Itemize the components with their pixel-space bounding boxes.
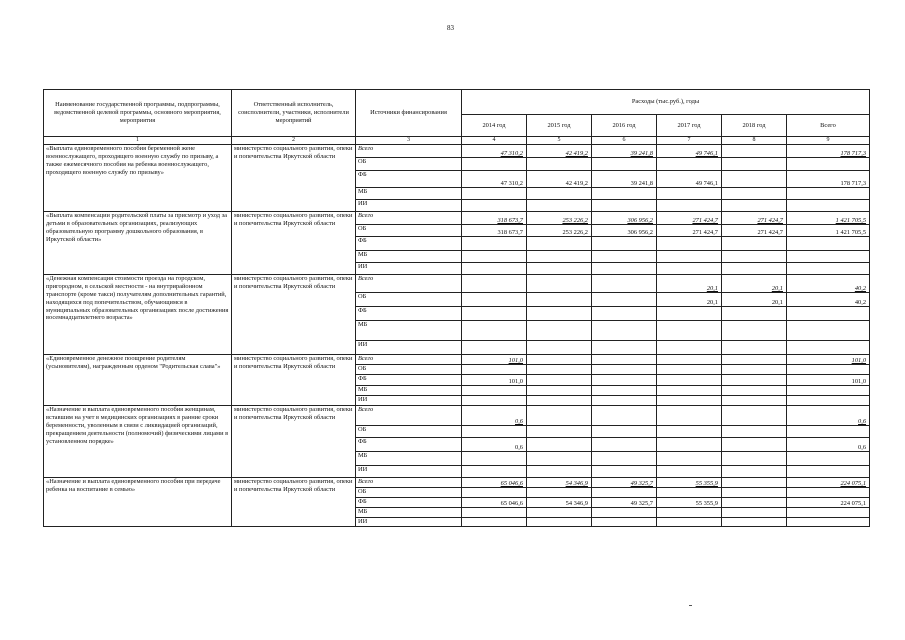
year-value-cell — [462, 237, 527, 251]
column-number: 6 — [592, 137, 657, 145]
table-row — [44, 145, 870, 158]
year-value-cell — [722, 466, 787, 478]
total-value-cell: 224 075,1 — [787, 498, 870, 508]
year-value-cell — [722, 237, 787, 251]
year-value-cell — [722, 188, 787, 200]
funding-source: ИИ — [356, 200, 462, 212]
year-value-cell: 20,1 — [722, 293, 787, 307]
year-value-cell — [462, 426, 527, 438]
year-value-cell — [592, 251, 657, 263]
table-body — [44, 145, 870, 527]
year-value-cell — [527, 355, 592, 365]
responsible-executor: министерство социального развития, опеки и попечительства Иркутской области — [232, 275, 356, 355]
year-value-cell — [592, 275, 657, 293]
responsible-executor: министерство социального развития, опеки и попечительства Иркутской области — [232, 406, 356, 478]
year-value-cell — [462, 293, 527, 307]
responsible-executor: министерство социального развития, опеки и попечительства Иркутской области — [232, 355, 356, 406]
year-value-cell — [527, 375, 592, 386]
total-value-cell — [787, 251, 870, 263]
funding-source: МБ — [356, 321, 462, 341]
year-value-cell — [657, 321, 722, 341]
year-value-cell — [592, 466, 657, 478]
year-value-cell — [592, 488, 657, 498]
year-value-cell — [527, 488, 592, 498]
year-value-cell — [462, 341, 527, 355]
year-value-cell — [722, 396, 787, 406]
table-header — [44, 90, 870, 145]
year-value-cell: 20,1 — [657, 293, 722, 307]
total-value-cell — [787, 508, 870, 518]
tick-mark — [689, 605, 692, 606]
year-value-cell — [657, 263, 722, 275]
year-value-cell — [462, 508, 527, 518]
funding-source: ОБ — [356, 426, 462, 438]
funding-source: МБ — [356, 452, 462, 466]
funding-source: ИИ — [356, 518, 462, 527]
year-value-cell — [657, 375, 722, 386]
year-value-cell: 65 046,6 — [462, 478, 527, 488]
year-value-cell — [722, 488, 787, 498]
year-value-cell: 49 325,7 — [592, 498, 657, 508]
year-value-cell: 101,0 — [462, 355, 527, 365]
total-value-cell: 1 421 705,5 — [787, 212, 870, 225]
funding-source: ОБ — [356, 158, 462, 171]
year-value-cell — [527, 386, 592, 396]
year-value-cell — [592, 321, 657, 341]
year-value-cell — [722, 375, 787, 386]
funding-source: ФБ — [356, 438, 462, 452]
year-value-cell — [657, 386, 722, 396]
year-value-cell — [527, 365, 592, 375]
year-value-cell — [722, 251, 787, 263]
measure-name: «Назначение и выплата единовременного пособия при передаче ребенка на воспитание в семью» — [44, 478, 232, 527]
year-value-cell — [722, 307, 787, 321]
year-value-cell: 49 746,1 — [657, 145, 722, 158]
year-value-cell — [592, 307, 657, 321]
year-value-cell — [722, 321, 787, 341]
year-value-cell — [657, 406, 722, 426]
total-value-cell — [787, 307, 870, 321]
total-value-cell — [787, 488, 870, 498]
funding-source: МБ — [356, 188, 462, 200]
column-number: 2 — [232, 137, 356, 145]
total-value-cell — [787, 158, 870, 171]
year-value-cell: 42 419,2 — [527, 171, 592, 188]
year-value-cell: 39 241,8 — [592, 145, 657, 158]
year-value-cell — [462, 518, 527, 527]
total-value-cell: 40,2 — [787, 293, 870, 307]
total-value-cell — [787, 426, 870, 438]
year-value-cell — [527, 200, 592, 212]
year-value-cell — [592, 365, 657, 375]
header-year: 2017 год — [657, 115, 722, 137]
year-value-cell — [722, 341, 787, 355]
funding-source: ИИ — [356, 263, 462, 275]
funding-source: ФБ — [356, 498, 462, 508]
total-value-cell: 1 421 705,5 — [787, 225, 870, 237]
year-value-cell: 65 046,6 — [462, 498, 527, 508]
year-value-cell — [657, 237, 722, 251]
year-value-cell: 42 419,2 — [527, 145, 592, 158]
funding-source: Всего — [356, 478, 462, 488]
year-value-cell — [657, 396, 722, 406]
year-value-cell — [722, 438, 787, 452]
year-value-cell — [592, 438, 657, 452]
year-value-cell — [592, 263, 657, 275]
total-value-cell — [787, 237, 870, 251]
year-value-cell — [462, 200, 527, 212]
year-value-cell — [592, 355, 657, 365]
funding-source: ОБ — [356, 488, 462, 498]
year-value-cell — [527, 426, 592, 438]
total-value-cell — [787, 396, 870, 406]
measure-name: «Денежная компенсация стоимости проезда на городском, пригородном, в сельской местности - на внутрирайонном транспорте (кроме такси) получателям дополнительных гарантий, находящихся под попечительством, обучающимся в муниципальных образовательных организациях после достижения восемнадцатилетнего возраста» — [44, 275, 232, 355]
funding-source: МБ — [356, 386, 462, 396]
total-value-cell: 40,2 — [787, 275, 870, 293]
year-value-cell — [592, 158, 657, 171]
year-value-cell: 0,6 — [462, 406, 527, 426]
year-value-cell: 54 346,9 — [527, 478, 592, 488]
year-value-cell — [462, 452, 527, 466]
total-value-cell — [787, 341, 870, 355]
funding-source: ИИ — [356, 396, 462, 406]
measure-name: «Назначение и выплата единовременного пособия женщинам, вставшим на учет в медицинских организациях в ранние сроки беременности, уволенным в связи с ликвидацией организаций, прекращением деятельности (полномочий) физическими лицами в установленном порядке» — [44, 406, 232, 478]
total-value-cell — [787, 365, 870, 375]
funding-source: ОБ — [356, 293, 462, 307]
year-value-cell — [592, 518, 657, 527]
year-value-cell — [592, 386, 657, 396]
total-value-cell: 0,6 — [787, 438, 870, 452]
table-row — [44, 212, 870, 225]
column-number: 9 — [787, 137, 870, 145]
total-value-cell: 178 717,3 — [787, 171, 870, 188]
year-value-cell: 20,1 — [722, 275, 787, 293]
year-value-cell — [657, 251, 722, 263]
year-value-cell — [462, 158, 527, 171]
total-value-cell — [787, 452, 870, 466]
year-value-cell: 49 325,7 — [592, 478, 657, 488]
year-value-cell — [462, 488, 527, 498]
measure-name: «Выплата единовременного пособия беременной жене военнослужащего, проходящего военную службу по призыву, а также ежемесячного пособия на ребенка военнослужащего, проходящего военную службу по призыву» — [44, 145, 232, 212]
header-expenses: Расходы (тыс.руб.), годы — [462, 90, 870, 115]
header-year: 2015 год — [527, 115, 592, 137]
year-value-cell — [592, 426, 657, 438]
responsible-executor: министерство социального развития, опеки и попечительства Иркутской области — [232, 212, 356, 275]
year-value-cell — [657, 341, 722, 355]
year-value-cell — [722, 406, 787, 426]
year-value-cell — [527, 341, 592, 355]
year-value-cell — [722, 478, 787, 488]
year-value-cell — [657, 518, 722, 527]
year-value-cell: 101,0 — [462, 375, 527, 386]
year-value-cell — [592, 237, 657, 251]
year-value-cell — [527, 237, 592, 251]
year-value-cell: 55 355,9 — [657, 478, 722, 488]
total-value-cell — [787, 263, 870, 275]
expenses-table — [43, 89, 870, 527]
year-value-cell: 306 956,2 — [592, 212, 657, 225]
year-value-cell — [722, 426, 787, 438]
year-value-cell — [657, 438, 722, 452]
year-value-cell: 318 673,7 — [462, 225, 527, 237]
year-value-cell — [722, 452, 787, 466]
year-value-cell — [722, 355, 787, 365]
year-value-cell — [657, 158, 722, 171]
year-value-cell — [527, 406, 592, 426]
column-number: 1 — [44, 137, 232, 145]
year-value-cell — [657, 307, 722, 321]
table-row — [44, 406, 870, 426]
year-value-cell: 20,1 — [657, 275, 722, 293]
year-value-cell: 55 355,9 — [657, 498, 722, 508]
funding-source: МБ — [356, 251, 462, 263]
year-value-cell — [527, 396, 592, 406]
year-value-cell — [657, 200, 722, 212]
total-value-cell — [787, 200, 870, 212]
total-value-cell: 101,0 — [787, 355, 870, 365]
year-value-cell: 47 310,2 — [462, 171, 527, 188]
funding-source: Всего — [356, 275, 462, 293]
column-number: 4 — [462, 137, 527, 145]
year-value-cell — [527, 518, 592, 527]
year-value-cell — [462, 466, 527, 478]
year-value-cell: 306 956,2 — [592, 225, 657, 237]
year-value-cell — [527, 307, 592, 321]
funding-source: МБ — [356, 508, 462, 518]
total-value-cell — [787, 321, 870, 341]
header-year: 2016 год — [592, 115, 657, 137]
year-value-cell — [657, 452, 722, 466]
total-value-cell — [787, 518, 870, 527]
column-number: 5 — [527, 137, 592, 145]
year-value-cell — [462, 386, 527, 396]
year-value-cell — [527, 452, 592, 466]
year-value-cell — [527, 188, 592, 200]
year-value-cell — [657, 488, 722, 498]
year-value-cell — [527, 158, 592, 171]
year-value-cell: 271 424,7 — [657, 212, 722, 225]
year-value-cell — [722, 263, 787, 275]
year-value-cell — [657, 426, 722, 438]
table-row — [44, 478, 870, 488]
table-row — [44, 355, 870, 365]
year-value-cell — [592, 293, 657, 307]
funding-source: ФБ — [356, 171, 462, 188]
year-value-cell — [592, 452, 657, 466]
year-value-cell — [527, 275, 592, 293]
column-number: 7 — [657, 137, 722, 145]
responsible-executor: министерство социального развития, опеки и попечительства Иркутской области — [232, 478, 356, 527]
year-value-cell — [462, 396, 527, 406]
funding-source: ОБ — [356, 225, 462, 237]
year-value-cell — [592, 396, 657, 406]
year-value-cell — [592, 508, 657, 518]
year-value-cell: 271 424,7 — [722, 225, 787, 237]
year-value-cell — [657, 355, 722, 365]
year-value-cell: 271 424,7 — [657, 225, 722, 237]
year-value-cell — [657, 466, 722, 478]
total-value-cell — [787, 386, 870, 396]
year-value-cell: 318 673,7 — [462, 212, 527, 225]
year-value-cell — [592, 200, 657, 212]
year-value-cell — [722, 145, 787, 158]
header-year: 2018 год — [722, 115, 787, 137]
responsible-executor: министерство социального развития, опеки и попечительства Иркутской области — [232, 145, 356, 212]
total-value-cell — [787, 188, 870, 200]
funding-source: ИИ — [356, 341, 462, 355]
year-value-cell: 253 226,2 — [527, 225, 592, 237]
funding-source: ФБ — [356, 307, 462, 321]
year-value-cell — [722, 498, 787, 508]
header-source: Источники финансирования — [356, 90, 462, 137]
page-number: 83 — [447, 24, 454, 32]
header-total: Всего — [787, 115, 870, 137]
header-responsible: Ответственный исполнитель, соисполнители, участники, исполнители мероприятий — [232, 90, 356, 137]
year-value-cell: 49 746,1 — [657, 171, 722, 188]
year-value-cell — [592, 375, 657, 386]
year-value-cell — [462, 251, 527, 263]
measure-name: «Выплата компенсации родительской платы за присмотр и уход за детьми в образовательных организациях, реализующих образовательную программу дошкольного образования, в Иркутской области» — [44, 212, 232, 275]
year-value-cell — [722, 508, 787, 518]
year-value-cell — [462, 263, 527, 275]
funding-source: ОБ — [356, 365, 462, 375]
total-value-cell — [787, 466, 870, 478]
year-value-cell — [722, 386, 787, 396]
column-number: 3 — [356, 137, 462, 145]
year-value-cell: 54 346,9 — [527, 498, 592, 508]
total-value-cell: 178 717,3 — [787, 145, 870, 158]
year-value-cell — [462, 307, 527, 321]
year-value-cell: 253 226,2 — [527, 212, 592, 225]
year-value-cell — [722, 365, 787, 375]
year-value-cell: 39 241,8 — [592, 171, 657, 188]
year-value-cell — [527, 438, 592, 452]
header-name: Наименование государственной программы, подпрограммы, ведомственной целевой программы, основного мероприятия, мероприятия — [44, 90, 232, 137]
total-value-cell: 0,6 — [787, 406, 870, 426]
year-value-cell — [722, 171, 787, 188]
year-value-cell — [657, 365, 722, 375]
year-value-cell — [657, 188, 722, 200]
year-value-cell — [592, 341, 657, 355]
total-value-cell: 224 075,1 — [787, 478, 870, 488]
year-value-cell — [657, 508, 722, 518]
year-value-cell — [527, 251, 592, 263]
header-year: 2014 год — [462, 115, 527, 137]
funding-source: Всего — [356, 355, 462, 365]
year-value-cell — [462, 321, 527, 341]
table-row — [44, 275, 870, 293]
funding-source: ФБ — [356, 375, 462, 386]
funding-source: Всего — [356, 145, 462, 158]
year-value-cell — [592, 188, 657, 200]
year-value-cell — [527, 508, 592, 518]
total-value-cell: 101,0 — [787, 375, 870, 386]
funding-source: Всего — [356, 406, 462, 426]
year-value-cell — [527, 293, 592, 307]
year-value-cell — [462, 188, 527, 200]
funding-source: Всего — [356, 212, 462, 225]
year-value-cell: 47 310,2 — [462, 145, 527, 158]
year-value-cell — [722, 158, 787, 171]
year-value-cell — [592, 406, 657, 426]
column-numbers-row — [44, 137, 870, 145]
column-number: 8 — [722, 137, 787, 145]
year-value-cell — [722, 518, 787, 527]
year-value-cell — [462, 275, 527, 293]
measure-name: «Единовременное денежное поощрение родителям (усыновителям), награжденным орденом "Родительская слава"» — [44, 355, 232, 406]
year-value-cell — [527, 466, 592, 478]
year-value-cell — [527, 263, 592, 275]
year-value-cell: 271 424,7 — [722, 212, 787, 225]
year-value-cell — [527, 321, 592, 341]
year-value-cell — [722, 200, 787, 212]
funding-source: ИИ — [356, 466, 462, 478]
year-value-cell — [462, 365, 527, 375]
year-value-cell: 0,6 — [462, 438, 527, 452]
funding-source: ФБ — [356, 237, 462, 251]
